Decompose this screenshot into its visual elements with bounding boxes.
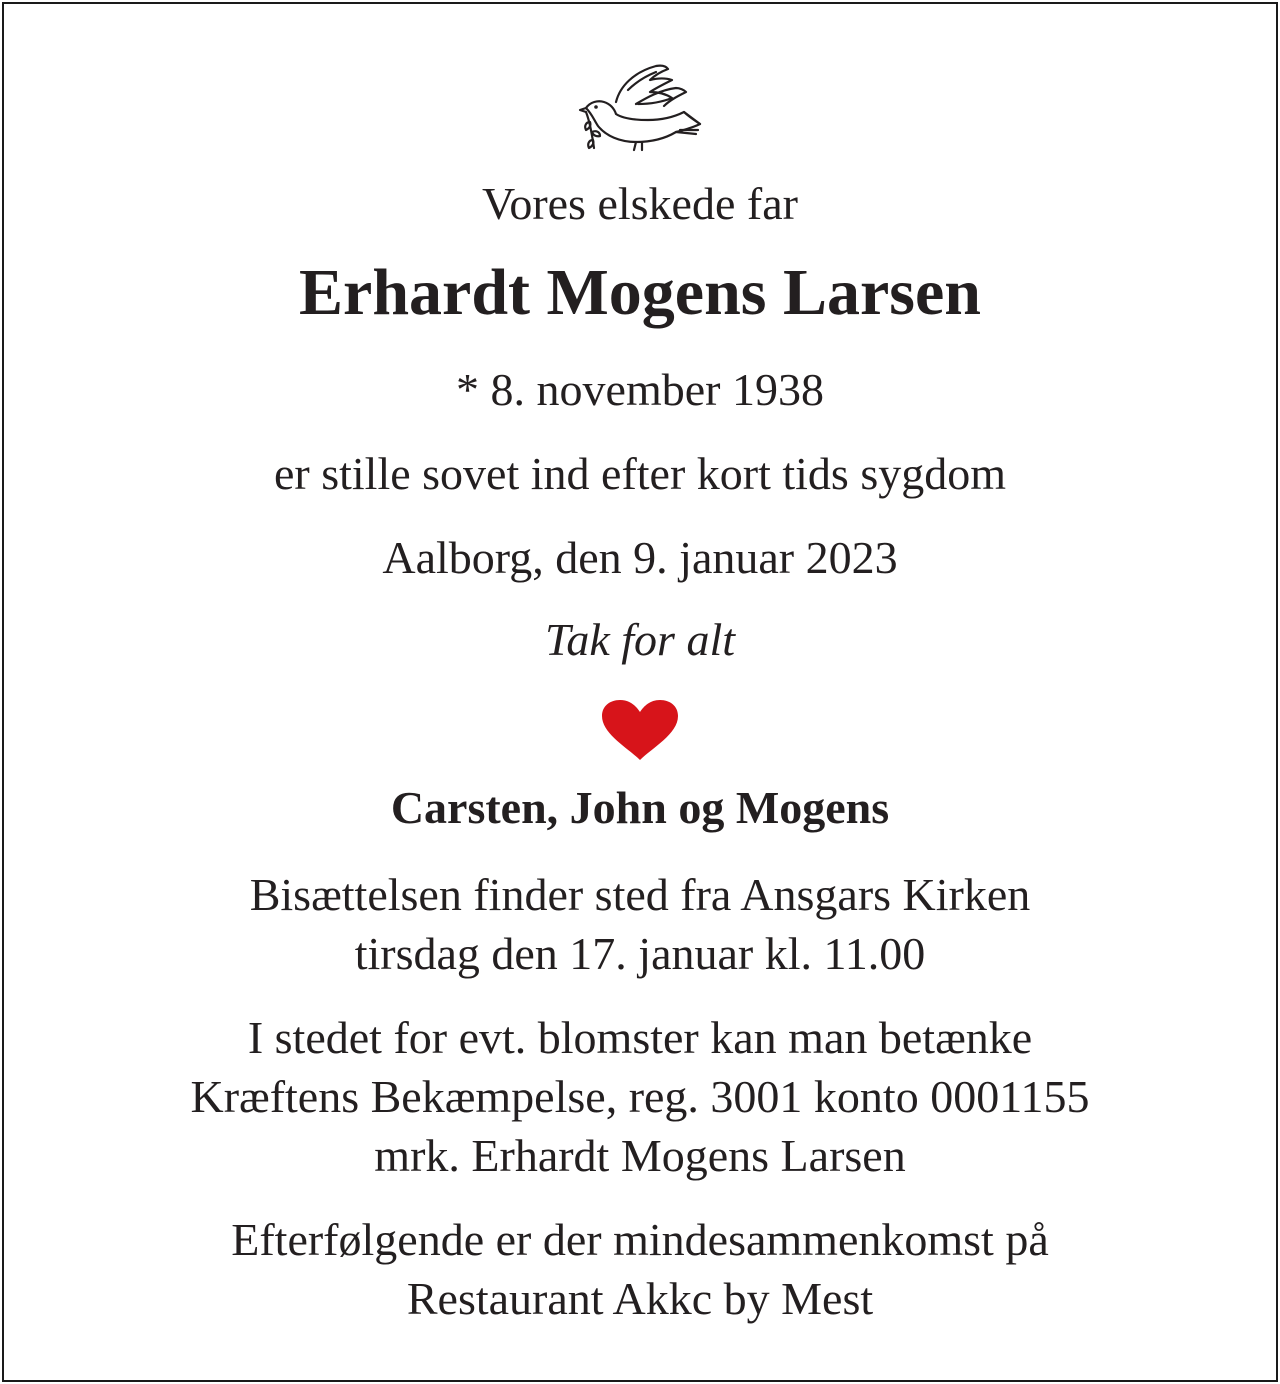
donation-line: mrk. Erhardt Mogens Larsen	[374, 1130, 906, 1181]
intro-text: Vores elskede far	[482, 178, 798, 229]
funeral-line: Bisættelsen finder sted fra Ansgars Kirken	[249, 869, 1031, 920]
funeral-line: tirsdag den 17. januar kl. 11.00	[354, 928, 926, 979]
thanks-text: Tak for alt	[544, 614, 736, 665]
memorial-line: Efterfølgende er der mindesammenkomst på	[231, 1214, 1049, 1265]
memorial-line: Restaurant Akkc by Mest	[406, 1273, 874, 1324]
donation-line: I stedet for evt. blomster kan man betænke	[247, 1012, 1033, 1063]
passing-text: er stille sovet ind efter kort tids sygdom	[273, 448, 1007, 499]
birth-date: * 8. november 1938	[456, 364, 824, 415]
donation-line: Kræftens Bekæmpelse, reg. 3001 konto 0001155	[190, 1071, 1090, 1122]
deceased-name: Erhardt Mogens Larsen	[299, 256, 981, 329]
place-date: Aalborg, den 9. januar 2023	[382, 532, 898, 583]
dove-icon	[576, 60, 704, 156]
family-names: Carsten, John og Mogens	[390, 782, 890, 833]
heart-icon	[598, 698, 682, 762]
